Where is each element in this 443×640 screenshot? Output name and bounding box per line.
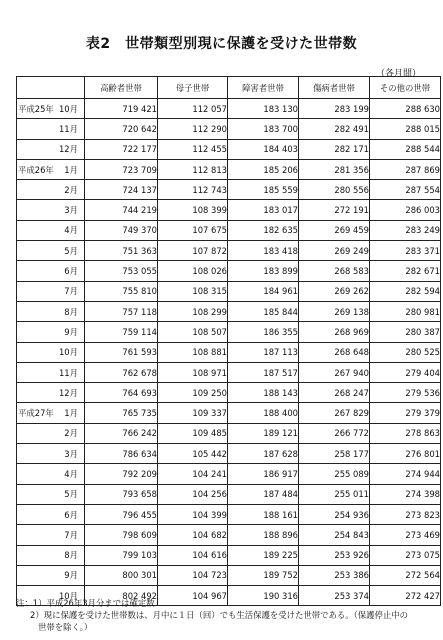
value-cell: 288 544 xyxy=(370,139,441,159)
period-cell xyxy=(17,119,85,139)
value-cell: 105 442 xyxy=(158,444,228,464)
value-cell: 744 219 xyxy=(85,200,158,220)
column-header: 母子世帯 xyxy=(158,77,228,99)
value-cell: 107 675 xyxy=(158,220,228,240)
value-cell: 720 642 xyxy=(85,119,158,139)
value-cell: 186 355 xyxy=(228,322,299,342)
value-cell: 188 896 xyxy=(228,525,299,545)
period-cell xyxy=(17,180,85,200)
table-row xyxy=(17,545,441,565)
value-cell: 800 301 xyxy=(85,565,158,585)
value-cell: 108 315 xyxy=(158,281,228,301)
value-cell: 182 635 xyxy=(228,220,299,240)
value-cell: 765 735 xyxy=(85,403,158,423)
value-cell: 183 418 xyxy=(228,241,299,261)
value-cell: 112 743 xyxy=(158,180,228,200)
value-cell: 724 137 xyxy=(85,180,158,200)
value-cell: 108 299 xyxy=(158,301,228,321)
table-row xyxy=(17,464,441,484)
month-label: 2月 xyxy=(64,184,78,195)
value-cell: 755 810 xyxy=(85,281,158,301)
value-cell: 108 399 xyxy=(158,200,228,220)
value-cell: 108 881 xyxy=(158,342,228,362)
value-cell: 185 559 xyxy=(228,180,299,200)
period-cell xyxy=(17,545,85,565)
value-cell: 188 143 xyxy=(228,383,299,403)
column-header: その他の世帯 xyxy=(370,77,441,99)
month-label: 5月 xyxy=(64,245,78,256)
period-cell xyxy=(17,565,85,585)
value-cell: 109 250 xyxy=(158,383,228,403)
value-cell: 267 940 xyxy=(299,362,370,382)
period-cell xyxy=(17,261,85,281)
period-cell xyxy=(17,99,85,119)
value-cell: 187 517 xyxy=(228,362,299,382)
value-cell: 189 121 xyxy=(228,423,299,443)
month-label: 1月 xyxy=(64,408,78,419)
value-cell: 274 398 xyxy=(370,484,441,504)
value-cell: 104 682 xyxy=(158,525,228,545)
month-label: 10月 xyxy=(58,103,78,114)
value-cell: 112 057 xyxy=(158,99,228,119)
value-cell: 184 961 xyxy=(228,281,299,301)
month-label: 3月 xyxy=(64,448,78,459)
table-row xyxy=(17,504,441,524)
value-cell: 786 634 xyxy=(85,444,158,464)
value-cell: 766 242 xyxy=(85,423,158,443)
value-cell: 288 015 xyxy=(370,119,441,139)
period-cell xyxy=(17,139,85,159)
value-cell: 189 225 xyxy=(228,545,299,565)
table-row xyxy=(17,281,441,301)
value-cell: 112 290 xyxy=(158,119,228,139)
period-cell xyxy=(17,200,85,220)
value-cell: 762 678 xyxy=(85,362,158,382)
value-cell: 104 967 xyxy=(158,586,228,606)
period-cell xyxy=(17,159,85,179)
month-label: 12月 xyxy=(58,387,78,398)
table-body xyxy=(17,99,441,606)
value-cell: 751 363 xyxy=(85,241,158,261)
value-cell: 112 455 xyxy=(158,139,228,159)
value-cell: 104 399 xyxy=(158,504,228,524)
table-row xyxy=(17,301,441,321)
value-cell: 188 161 xyxy=(228,504,299,524)
value-cell: 280 387 xyxy=(370,322,441,342)
value-cell: 268 648 xyxy=(299,342,370,362)
table-row xyxy=(17,362,441,382)
value-cell: 764 693 xyxy=(85,383,158,403)
value-cell: 719 421 xyxy=(85,99,158,119)
value-cell: 108 971 xyxy=(158,362,228,382)
value-cell: 798 609 xyxy=(85,525,158,545)
table-row xyxy=(17,241,441,261)
value-cell: 104 616 xyxy=(158,545,228,565)
value-cell: 253 386 xyxy=(299,565,370,585)
value-cell: 187 628 xyxy=(228,444,299,464)
period-cell xyxy=(17,464,85,484)
value-cell: 287 554 xyxy=(370,180,441,200)
value-cell: 288 630 xyxy=(370,99,441,119)
value-cell: 287 869 xyxy=(370,159,441,179)
table-row xyxy=(17,383,441,403)
value-cell: 722 177 xyxy=(85,139,158,159)
month-label: 11月 xyxy=(58,367,78,378)
value-cell: 190 316 xyxy=(228,586,299,606)
column-header: 傷病者世帯 xyxy=(299,77,370,99)
value-cell: 757 118 xyxy=(85,301,158,321)
value-cell: 286 003 xyxy=(370,200,441,220)
era-label: 平成26年 xyxy=(18,164,54,175)
value-cell: 279 404 xyxy=(370,362,441,382)
value-cell: 258 177 xyxy=(299,444,370,464)
period-cell xyxy=(17,362,85,382)
table-row xyxy=(17,423,441,443)
value-cell: 253 374 xyxy=(299,586,370,606)
value-cell: 108 507 xyxy=(158,322,228,342)
value-cell: 188 400 xyxy=(228,403,299,423)
table-row xyxy=(17,200,441,220)
value-cell: 799 103 xyxy=(85,545,158,565)
value-cell: 184 403 xyxy=(228,139,299,159)
period-cell xyxy=(17,342,85,362)
month-label: 4月 xyxy=(64,468,78,479)
value-cell: 283 371 xyxy=(370,241,441,261)
footnotes xyxy=(16,597,440,633)
value-cell: 279 379 xyxy=(370,403,441,423)
value-cell: 279 536 xyxy=(370,383,441,403)
table-row xyxy=(17,342,441,362)
value-cell: 273 469 xyxy=(370,525,441,545)
table-row xyxy=(17,119,441,139)
value-cell: 282 491 xyxy=(299,119,370,139)
value-cell: 109 337 xyxy=(158,403,228,423)
value-cell: 274 944 xyxy=(370,464,441,484)
value-cell: 283 199 xyxy=(299,99,370,119)
value-cell: 761 593 xyxy=(85,342,158,362)
value-cell: 273 823 xyxy=(370,504,441,524)
table-row xyxy=(17,159,441,179)
table-row xyxy=(17,99,441,119)
month-label: 2月 xyxy=(64,428,78,439)
table-row xyxy=(17,261,441,281)
month-label: 6月 xyxy=(64,509,78,520)
period-cell xyxy=(17,423,85,443)
value-cell: 280 981 xyxy=(370,301,441,321)
month-label: 8月 xyxy=(64,306,78,317)
column-header: 高齢者世帯 xyxy=(85,77,158,99)
era-label: 平成27年 xyxy=(18,408,54,419)
value-cell: 255 089 xyxy=(299,464,370,484)
value-cell: 267 829 xyxy=(299,403,370,423)
value-cell: 269 249 xyxy=(299,241,370,261)
value-cell: 281 356 xyxy=(299,159,370,179)
value-cell: 269 459 xyxy=(299,220,370,240)
month-label: 10月 xyxy=(58,590,78,601)
table-row xyxy=(17,139,441,159)
value-cell: 183 700 xyxy=(228,119,299,139)
month-label: 5月 xyxy=(64,489,78,500)
month-label: 10月 xyxy=(58,347,78,358)
value-cell: 268 247 xyxy=(299,383,370,403)
month-label: 8月 xyxy=(64,550,78,561)
value-cell: 109 485 xyxy=(158,423,228,443)
value-cell: 272 427 xyxy=(370,586,441,606)
value-cell: 283 249 xyxy=(370,220,441,240)
value-cell: 254 936 xyxy=(299,504,370,524)
value-cell: 183 130 xyxy=(228,99,299,119)
value-cell: 187 113 xyxy=(228,342,299,362)
household-table xyxy=(16,76,441,606)
month-label: 7月 xyxy=(64,286,78,297)
table-row xyxy=(17,565,441,585)
value-cell: 108 026 xyxy=(158,261,228,281)
value-cell: 753 055 xyxy=(85,261,158,281)
period-cell xyxy=(17,403,85,423)
value-cell: 796 455 xyxy=(85,504,158,524)
value-cell: 266 772 xyxy=(299,423,370,443)
footnote-2: 2）現に保護を受けた世帯数は、月中に１日（回）でも生活保護を受けた世帯である。（保護停止中の xyxy=(30,610,409,620)
value-cell: 282 171 xyxy=(299,139,370,159)
value-cell: 269 138 xyxy=(299,301,370,321)
value-cell: 282 594 xyxy=(370,281,441,301)
value-cell: 254 843 xyxy=(299,525,370,545)
month-label: 9月 xyxy=(64,570,78,581)
value-cell: 253 926 xyxy=(299,545,370,565)
period-cell xyxy=(17,444,85,464)
column-header: 障害者世帯 xyxy=(228,77,299,99)
value-cell: 792 209 xyxy=(85,464,158,484)
period-cell xyxy=(17,383,85,403)
period-cell xyxy=(17,281,85,301)
value-cell: 104 723 xyxy=(158,565,228,585)
value-cell: 189 752 xyxy=(228,565,299,585)
period-cell xyxy=(17,241,85,261)
value-cell: 186 917 xyxy=(228,464,299,484)
month-label: 1月 xyxy=(64,164,78,175)
month-label: 6月 xyxy=(64,266,78,277)
value-cell: 280 556 xyxy=(299,180,370,200)
value-cell: 759 114 xyxy=(85,322,158,342)
period-cell xyxy=(17,484,85,504)
month-label: 3月 xyxy=(64,205,78,216)
value-cell: 269 262 xyxy=(299,281,370,301)
value-cell: 107 872 xyxy=(158,241,228,261)
period-cell xyxy=(17,322,85,342)
value-cell: 272 564 xyxy=(370,565,441,585)
table-row xyxy=(17,444,441,464)
value-cell: 749 370 xyxy=(85,220,158,240)
value-cell: 104 241 xyxy=(158,464,228,484)
value-cell: 112 813 xyxy=(158,159,228,179)
footnote-1: 注：1）平成26年3月分までは確定数 xyxy=(16,598,155,608)
table-row xyxy=(17,322,441,342)
period-cell xyxy=(17,504,85,524)
month-label: 9月 xyxy=(64,326,78,337)
value-cell: 183 899 xyxy=(228,261,299,281)
value-cell: 793 658 xyxy=(85,484,158,504)
value-cell: 723 709 xyxy=(85,159,158,179)
table-row xyxy=(17,484,441,504)
table-row xyxy=(17,525,441,545)
table-header-row xyxy=(17,77,441,99)
value-cell: 255 011 xyxy=(299,484,370,504)
month-label: 12月 xyxy=(58,144,78,155)
page-title: 表2 世帯類型別現に保護を受けた世帯数 xyxy=(85,36,358,52)
footnote-2-continued: 世帯を除く。） xyxy=(38,622,93,632)
unit-label: （各月間） xyxy=(375,69,421,79)
value-cell: 282 671 xyxy=(370,261,441,281)
value-cell: 273 075 xyxy=(370,545,441,565)
value-cell: 276 801 xyxy=(370,444,441,464)
value-cell: 187 484 xyxy=(228,484,299,504)
value-cell: 268 583 xyxy=(299,261,370,281)
period-cell xyxy=(17,220,85,240)
value-cell: 185 206 xyxy=(228,159,299,179)
table-row xyxy=(17,180,441,200)
table-row xyxy=(17,220,441,240)
period-cell xyxy=(17,301,85,321)
value-cell: 802 492 xyxy=(85,586,158,606)
month-label: 4月 xyxy=(64,225,78,236)
table-row xyxy=(17,403,441,423)
period-cell xyxy=(17,525,85,545)
value-cell: 185 844 xyxy=(228,301,299,321)
month-label: 11月 xyxy=(58,123,78,134)
value-cell: 183 017 xyxy=(228,200,299,220)
month-label: 7月 xyxy=(64,529,78,540)
era-label: 平成25年 xyxy=(18,103,54,114)
value-cell: 280 525 xyxy=(370,342,441,362)
header-period xyxy=(17,77,85,99)
value-cell: 268 969 xyxy=(299,322,370,342)
value-cell: 272 191 xyxy=(299,200,370,220)
value-cell: 104 256 xyxy=(158,484,228,504)
value-cell: 278 863 xyxy=(370,423,441,443)
